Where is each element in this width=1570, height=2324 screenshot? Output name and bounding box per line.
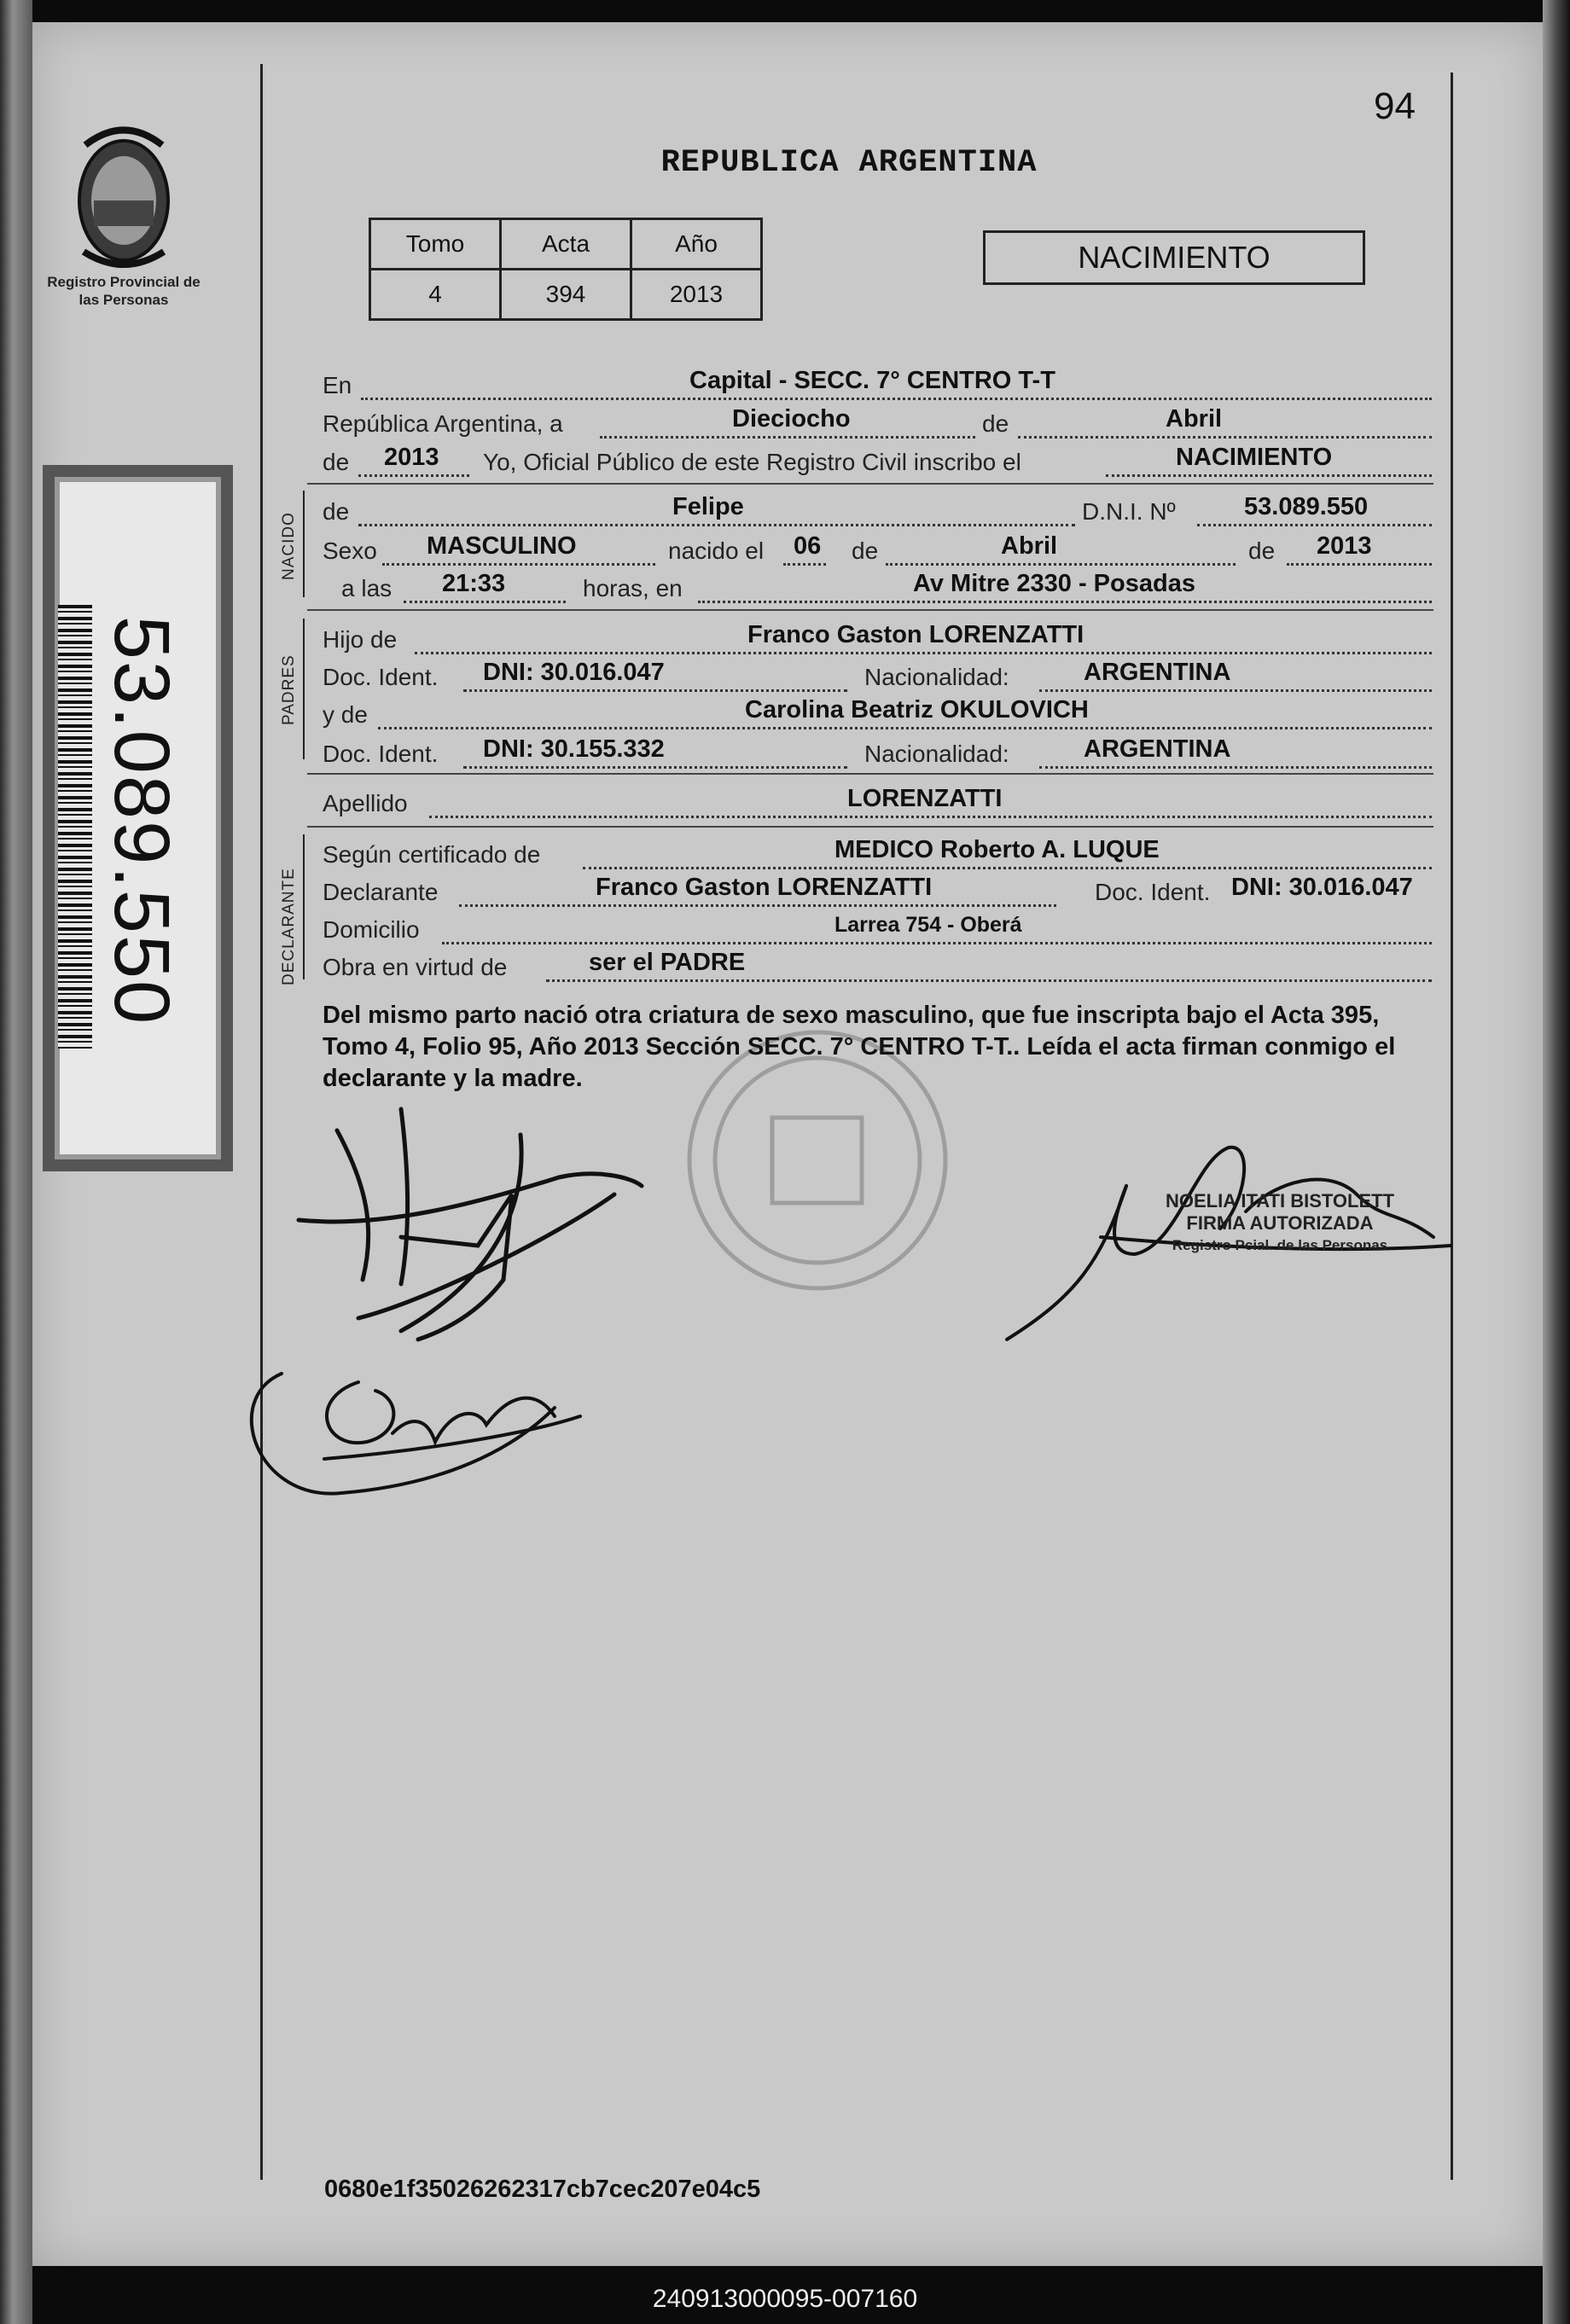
official-name: NOELIA ITATI BISTOLETT <box>1165 1190 1395 1211</box>
row-en <box>323 367 1432 404</box>
certificado-value: MEDICO Roberto A. LUQUE <box>834 836 1160 863</box>
row-apellido <box>323 785 1432 822</box>
nacido-lugar: Av Mitre 2330 - Posadas <box>913 570 1195 597</box>
y-de-label: y de <box>323 701 368 728</box>
nacido-mes: Abril <box>1001 532 1058 560</box>
register-value-acta: 394 <box>501 270 631 320</box>
page-binding-edge <box>0 0 32 2324</box>
separator <box>307 826 1433 828</box>
nacido-nombre: Felipe <box>672 493 744 520</box>
madre-nacionalidad: ARGENTINA <box>1084 735 1231 763</box>
padre-nac-label: Nacionalidad: <box>864 664 1009 690</box>
official-office: Registro Pcial. de las Personas <box>1172 1237 1388 1253</box>
apellido-label: Apellido <box>323 790 408 816</box>
register-table <box>369 218 763 321</box>
province-crest-icon <box>68 119 179 273</box>
sexo-label: Sexo <box>323 537 377 564</box>
padre-nombre: Franco Gaston LORENZATTI <box>747 621 1084 648</box>
register-value-tomo: 4 <box>370 270 501 320</box>
separator <box>307 483 1433 485</box>
madre-doc-label: Doc. Ident. <box>323 741 439 767</box>
de-label: de <box>982 410 1009 437</box>
nacido-de-label3: de <box>1248 537 1276 564</box>
row-obra <box>323 949 1432 986</box>
section-label-declarante: DECLARANTE <box>280 868 298 985</box>
nacido-el-label: nacido el <box>668 537 765 564</box>
register-header-acta: Acta <box>501 219 631 270</box>
barcode <box>58 605 92 1049</box>
declarante-doc-label: Doc. Ident. <box>1095 879 1211 905</box>
register-value-anio: 2013 <box>631 270 762 320</box>
padre-nacionalidad: ARGENTINA <box>1084 659 1231 686</box>
nacido-sexo: MASCULINO <box>427 532 577 560</box>
en-label: En <box>323 372 352 398</box>
obra-label: Obra en virtud de <box>323 954 508 980</box>
document-title: REPUBLICA ARGENTINA <box>660 145 1038 181</box>
row-domicilio <box>323 911 1432 949</box>
right-frame-line <box>1451 73 1453 2180</box>
observaciones-text: Del mismo parto nació otra criatura de sexo masculino, que fue inscripta bajo el Acta 395, Tomo 4, Folio 95, Año 2013 Sección SECC. 7° CENTRO T-T.. Leída el acta firman conmigo el declarante y la madre. <box>323 1002 1396 1092</box>
hijo-de-label: Hijo de <box>323 626 398 653</box>
document-hash: 0680e1f35026262317cb7cec207e04c5 <box>324 2176 761 2203</box>
row-anio <box>323 444 1432 481</box>
obra-value: ser el PADRE <box>589 949 746 976</box>
declarante-doc: DNI: 30.016.047 <box>1231 874 1413 901</box>
section-bracket <box>303 834 305 979</box>
mes-value: Abril <box>1166 405 1223 433</box>
domicilio-value: Larrea 754 - Oberá <box>834 913 1022 937</box>
authorized-signature-block <box>1101 1190 1459 1257</box>
dia-value: Dieciocho <box>732 405 851 433</box>
nacido-de-label: de <box>323 498 350 525</box>
certificado-label: Según certificado de <box>323 841 541 868</box>
row-y-de <box>323 696 1432 734</box>
dni-stamp <box>43 465 233 1171</box>
issuer-caption: Registro Provincial de las Personas <box>47 274 201 308</box>
anio-prefix: de <box>323 449 350 475</box>
nacido-dni: 53.089.550 <box>1244 493 1369 520</box>
domicilio-label: Domicilio <box>323 916 420 943</box>
dni-label: D.N.I. Nº <box>1082 498 1176 525</box>
oficial-text: Yo, Oficial Público de este Registro Civil inscribo el <box>483 449 1021 475</box>
left-frame-line <box>260 64 263 2180</box>
record-type-box: NACIMIENTO <box>983 230 1365 285</box>
row-republica <box>323 405 1432 443</box>
official-role: FIRMA AUTORIZADA <box>1186 1212 1374 1234</box>
en-value: Capital - SECC. 7° CENTRO T-T <box>689 367 1055 394</box>
register-header-anio: Año <box>631 219 762 270</box>
declarante-label: Declarante <box>323 879 439 905</box>
inscribo-value: NACIMIENTO <box>1176 444 1333 471</box>
section-label-padres: PADRES <box>280 654 298 725</box>
section-bracket <box>303 491 305 597</box>
horas-label: horas, en <box>583 575 683 601</box>
madre-nac-label: Nacionalidad: <box>864 741 1009 767</box>
certificate-page <box>32 22 1543 2266</box>
register-header-tomo: Tomo <box>370 219 501 270</box>
folio-number: 94 <box>1374 85 1416 127</box>
nacido-de-label2: de <box>852 537 879 564</box>
section-bracket <box>303 619 305 759</box>
republica-label: República Argentina, a <box>323 410 563 437</box>
separator <box>307 609 1433 611</box>
nacido-anio: 2013 <box>1317 532 1372 560</box>
row-nacido-nombre <box>323 493 1432 531</box>
padre-doc-label: Doc. Ident. <box>323 664 439 690</box>
row-madre-doc <box>323 735 1432 773</box>
padre-doc: DNI: 30.016.047 <box>483 659 665 686</box>
apellido-value: LORENZATTI <box>847 785 1003 812</box>
scan-id: 240913000095-007160 <box>652 2285 918 2313</box>
nacido-hora: 21:33 <box>442 570 506 597</box>
anio-value: 2013 <box>384 444 439 471</box>
section-label-nacido: NACIDO <box>280 512 298 580</box>
hora-label: a las <box>341 575 392 601</box>
madre-doc: DNI: 30.155.332 <box>483 735 665 763</box>
page-right-edge <box>1543 0 1570 2324</box>
separator <box>307 773 1433 775</box>
stamp-number: 53.089.550 <box>98 615 185 1026</box>
declarante-value: Franco Gaston LORENZATTI <box>596 874 933 901</box>
row-nacido-hora <box>323 570 1432 607</box>
madre-nombre: Carolina Beatriz OKULOVICH <box>745 696 1089 723</box>
nacido-dia: 06 <box>794 532 822 560</box>
